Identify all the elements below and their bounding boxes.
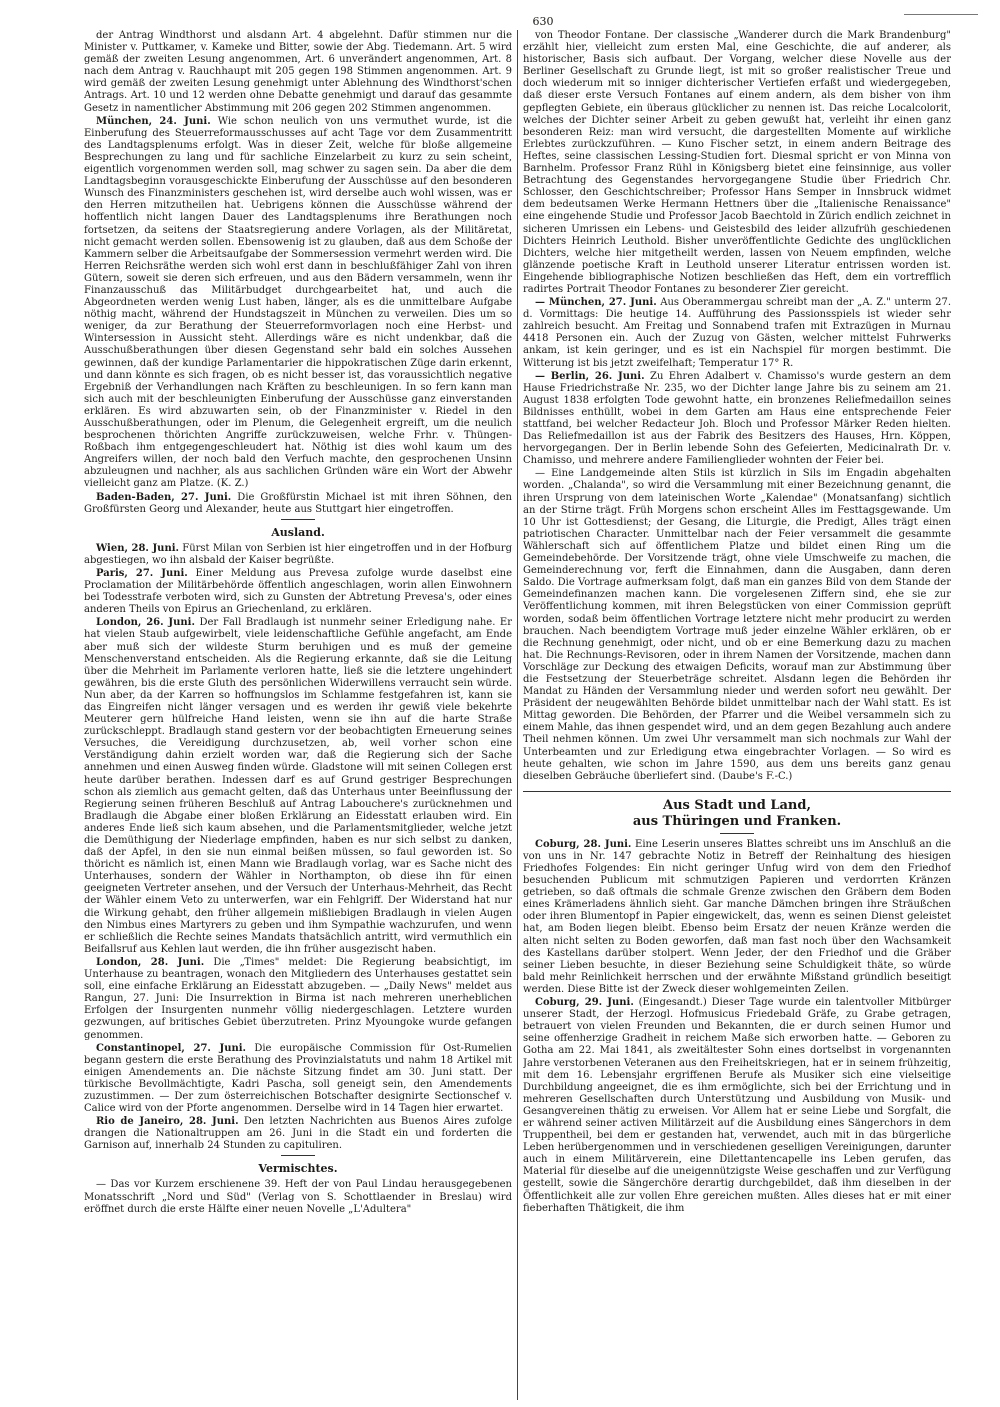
left-main-articles: [84, 30, 512, 516]
article-paragraph: [84, 30, 512, 115]
article-paragraph: [84, 617, 512, 956]
article-text: Eine Leserin unseres Blattes schreibt uns im Anschluß an die von uns in Nr. 147 gebrachte Notiz in Betreff der Reinhaltung des hiesigen Friedhofes Folgendes: Ein nicht geringer Unfug wird von dem den Friedhof besuchenden Publicum mit schmutzigen Papieren und verdorrten Kränzen getrieben, so daß oftmals die schmale Grenze zwischen den Gräbern dem Boden eines Krämerladens ähnlich sieht. Gar manche Dämchen bringen ihre Sträußchen oder ihren Blumentopf in Papier eingewickelt, das, wenn es seinen Dienst geleistet hat, am Boden liegen bleibt. Ebenso beim Ersatz der neuen Kränze werden die alten nicht selten zu Boden geworfen, daß man fast noch über den Wachsamkeit des Kastellans darüber stolpert. Wenn Jeder, der den Friedhof und die Gräber seiner Lieben besuchte, in dieser Beziehung seine Schuldigkeit thäte, so würde bald mehr Reinlichkeit herrschen und der erwähnte Mißstand gründlich beseitigt werden. Diese Bitte ist der Zweck dieser wohlgemeinten Zeilen.: [523, 838, 951, 995]
article-text: Einer Meldung aus Prevesa zufolge wurde daselbst eine Proclamation der Militärbehörde öffentlich angeschlagen, worin allen Einwohnern bei Todesstrafe verboten wird, sich zu Gunsten der Abtretung Prevesa's, oder eines anderen Theils von Epirus an Griechenland, zu erklären.: [84, 567, 512, 616]
corner-rule: [904, 14, 978, 15]
article-text: Wie schon neulich von uns vermuthet wurde, ist die Einberufung des Steuerreformausschusses auf acht Tage vor dem Zusammentritt des Landtagsplenums erfolgt. Was in dieser Zeit, welche für bloße allgemeine Besprechungen zu lang und für sachliche Einzelarbeit zu kurz zu sein scheint, eigentlich vorgenommen werden soll, mag schwer zu sagen sein. Da aber die dem Landtagsbeginn vorausgeschickte Einberufung der Ausschüsse auf den besonderen Wunsch des Finanzministers geschehen ist, wird derselbe auch wohl wissen, was er den Herren mitzutheilen hat. Uebrigens können die Ausschüsse während der hoffentlich nicht langen Dauer des Landtagsplenums ihre Berathungen noch fortsetzen, da seitens der Staatsregierung andere Vorlagen, als der Militäretat, nicht gemacht werden sollen. Ebensowenig ist zu glauben, daß aus dem Schoße der Kammern selber die Arbeitsaufgabe der Sommersession vermehrt werden wird. Die Herren Reichsräthe werden sich wohl erst dann in beschlußfähiger Zahl von ihren Gütern, soweit sie deren sich erfreuen, und aus den Bädern versammeln, wenn ihr Finanzausschuß das Militärbudget durchgearbeitet hat, und auch die Abgeordneten werden wenig Lust haben, länger, als es die unmittelbare Aufgabe nöthig macht, während der Hundstagszeit in München zu verweilen. Dies um so weniger, da zur Berathung der Steuerreformvorlagen noch eine Herbst- und Wintersession in Aussicht steht. Allerdings wäre es nicht undenkbar, daß die Ausschußberathungen über diesen Gegenstand sehr bald ein solches Aussehen gewinnen, daß der kundige Parlamentarier die hippokratischen Züge darin erkennt, und dann könnte es sich fragen, ob es nicht besser ist, das voraussichtlich negative Ergebniß der Verhandlungen nach Kräften zu beschleunigen. In so fern kann man sich auch mit der beschleunigten Einberufung der Ausschüsse ganz einverstanden erklären. Es wird abzuwarten sein, ob der Finanzminister v. Riedel in den Ausschußberathungen, oder im Plenum, die Gelegenheit ergreift, um die neulich besprochenen thörichten Angriffe zurückzuweisen, welche Frhr. v. Thüngen-Roßbach ihm entgegengeschleudert hat. Nöthig ist dies wohl kaum um des Angreifers willen, der noch bald den Verfuch machte, den gesprochenen Unsinn abzuleugnen und nachher, als aus sachlichen Gründen wäre ein Wort der Abwehr vielleicht ganz am Platze. (K. Z.): [84, 115, 512, 490]
ausland-articles: [84, 543, 512, 1153]
article-paragraph: [84, 543, 512, 567]
article-text: von Theodor Fontane. Der classische „Wanderer durch die Mark Brandenburg" erzählt hier, vielleicht zum ersten Mal, eine Geschichte, die auf anderer, als historischer, Basis sich aufbaut. Der Vorgang, welcher diese Novelle aus der Berliner Gesellschaft zu Grunde liegt, ist mit so großer realistischer Treue und doch wiederum mit so inniger dichterischer Vertiefen erfaßt und wiedergegeben, daß dieser erste Versuch Fontanes auf einem andern, als dem bisher von ihm gepflegten Gebiete, ein überaus glücklicher zu nennen ist. Das reiche Localcolorit, welches der Dichter seiner Arbeit zu geben gewußt hat, verleiht ihr einen ganz besonderen Reiz: man wird versucht, die dargestellten Momente auf wirkliche Erlebtes zurückzuführen. — Kuno Fischer setzt, in einem andern Beitrage des Heftes, seine classischen Lessing-Studien fort. Diesmal spricht er von Minna von Barnhelm. Professor Franz Rühl in Königsberg bietet eine feinsinnige, aus voller Betrachtung des Gegenstandes hervorgegangene Studie über Friedrich Chr. Schlosser, den Geschichtschreiber; Professor Hans Semper in Innsbruck widmet dem bedeutsamen Werke Hermann Hettners über die „Italienische Renaissance" eine eingehende Studie und Professor Jacob Baechtold in Zürich endlich zeichnet in sicheren Umrissen ein Lebens- und Geistesbild des leider allzufrüh geschiedenen Dichters Heinrich Leuthold. Bisher unveröffentlichte Gedichte des unglücklichen Dichters, welche hier mitgetheilt werden, lassen von Neuem empfinden, welche glänzende poetische Kraft in Leuthold unserer Literatur entrissen worden ist. Eingehende bibliographische Notizen beschließen das Heft, dem ein vortrefflich radirtes Portrait Theodor Fontanes zu besonderer Zier gereicht.: [523, 30, 951, 295]
article-text: der Antrag Windthorst und alsdann Art. 4 abgelehnt. Dafür stimmen nur die Minister v. Puttkamer, v. Kameke und Bitter, sowie der Abg. Tiedemann. Art. 5 wird gemäß der zweiten Lesung angenommen, Art. 6 unverändert angenommen, Art. 8 nach dem Antrag v. Rauchhaupt mit 205 gegen 198 Stimmen angenommen. Art. 9 wird gemäß der zweiten Lesung genehmigt unter Ablehnung des Windthorst'schen Antrags. Art. 10 und 12 werden ohne Debatte genehmigt und darauf das gesammte Gesetz in namentlicher Abstimmung mit 206 gegen 202 Stimmen angenommen.: [84, 30, 512, 114]
article-paragraph: [84, 1043, 512, 1116]
article-text: Den letzten Nachrichten aus Buenos Aires zufolge drangen die Nationaltruppen am 26. Juni in die Stadt ein und forderten die Garnison auf, innerhalb 24 Stunden zu capituliren.: [84, 1116, 512, 1152]
article-dateline: Coburg, 28. Juni.: [535, 838, 632, 850]
section-divider: [281, 519, 315, 520]
right-column: [523, 30, 951, 1400]
article-text: Aus Oberammergau schreibt man der „A. Z." unterm 27. d. Vormittags: Die heutige 14. Aufführung des Passionsspiels ist wieder sehr zahlreich besucht. Am Freitag und Sonnabend trafen mit Extrazügen in Murnau 4418 Personen ein. Auch der Zuzug von Gästen, welcher mittelst Fuhrwerks ankam, ist kein geringer, und es ist ein Nachspiel für morgen bestimmt. Die Witterung ist bis jetzt zweifelhaft; Temperatur 17° R.: [523, 297, 951, 369]
article-paragraph: [523, 468, 951, 782]
left-column: [84, 30, 512, 1400]
article-paragraph: [84, 492, 512, 516]
article-dateline: Coburg, 29. Juni.: [535, 997, 634, 1009]
article-text: Der Fall Bradlaugh ist nunmehr seiner Erledigung nahe. Er hat vielen Staub aufgewirbelt, viele leidenschaftliche Gefühle angefacht, am Ende aber muß sich der wildeste Sturm beruhigen und es muß der gemeine Menschenverstand entscheiden. Als die Regierung erkannte, daß sie die Leitung über die Mehrheit im Parlamente verloren hatte, ließ sie die letztere ungehindert gewähren, bis die erste Gluth des persönlichen Widerwillens verraucht sein würde. Nun aber, da der Karren so hoffnungslos im Schlamme festgefahren ist, kann sie das Eingreifen nicht länger versagen und es werden ihr gewiß viele bekehrte Meuterer gern hülfreiche Hand leisten, wenn sie ihn auf die harte Straße zurückschleppt. Bradlaugh stand gestern vor der beobachtigten Erneuerung seines Versuches, die Vereidigung durchzusetzen, ab, weil vorher schon eine Verständigung dahin erzielt worden war, daß die Regierung sich der Sache annehmen und einen Ausweg finden würde. Gladstone will mit seinen Collegen erst heute darüber berathen. Indessen darf es auf Grund gestriger Besprechungen schon als ziemlich aus gemacht gelten, daß das Unterhaus unter Beeinflussung der Regierung seinen früheren Beschluß auf Antrag Labouchere's zurücknehmen und Bradlaugh die Abgabe einer bloßen Erklärung an Eidesstatt erlauben wird. Ein anderes Ende ließ sich kaum absehen, und die Parlamentsmitglieder, welche jetzt die Demüthigung der Niederlage empfinden, haben es nur sich selbst zu danken, daß der Apfel, in den sie nun einmal beißen müssen, so faul geworden ist. So thöricht es nämlich ist, einen Mann wie Bradlaugh vorlag, war es Sache nicht des Unterhauses, sondern der Wähler in Northampton, ob diese ihn für einen geeigneten Vertreter ansehen, und der Versuch der Unterhaus-Mehrheit, das Recht der Wähler einem Veto zu unterwerfen, war ein Fehlgriff. Der Widerstand hat nur die Wirkung gehabt, den früher allgemein mißliebigen Bradlaugh in vielen Augen den Nimbus eines Martyrers zu geben und ihm Sympathie wachzurufen, und wenn er schließlich die Rechte seines Mandats thatsächlich antritt, wird vermuthlich ein Beifallsruf aus Kehlen laut werden, die ihn früher ausgezischt haben.: [84, 617, 512, 955]
article-text: (Eingesandt.) Dieser Tage wurde ein talentvoller Mitbürger unserer Stadt, der Herzogl. Hofmusicus Friedebald Gräfe, zu Grabe getragen, betrauert von vielen Freunden und Bekannten, die er durch seinen Humor und seine offenherzige Gradheit in reichem Maße sich erworben hatte. — Geboren zu Gotha am 22. Mai 1841, als zweitältester Sohn eines dortselbst in vorgenannten Jahre verstorbenen Veteranen aus den Freiheitskriegen, hat er in seinem frühzeitig, mit dem 16. Lebensjahr ergriffenen Berufe als Musiker sich eine vielseitige Durchbildung angeeignet, die es ihm ermöglichte, sich bei der Errichtung und in mehreren Gesellschaften durch Unterstützung und Ausbildung von Musik- und Gesangvereinen thätig zu erweisen. Vor Allem hat er seine Liebe und Sorgfalt, die er während seiner activen Militärzeit auf die Ausbildung eines Sängerchors in dem Truppentheil, bei dem er gestanden hat, verwendet, auch mit in das bürgerliche Leben herübergenommen und in verschiedenen geselligen Vereinigungen, darunter auch in einem Militärverein, eine Dilettantencapelle ins Leben gerufen, das Material für dieselbe auf die uneigennützigste Weise geschaffen und zur Verfügung gestellt, sowie die Sängerchöre derartig durchgebildet, daß ihm dieselben in der Öffentlichkeit alle zur vollen Ehre gereichen mußten. Alles dieses hat er mit einer fieberhaften Thätigkeit, die ihm: [523, 997, 951, 1214]
article-paragraph: [84, 1179, 512, 1215]
section-heading-stadt-land: Aus Stadt und Land,: [663, 797, 811, 813]
section-heading-ausland: Ausland.: [271, 525, 325, 539]
article-paragraph: [523, 30, 951, 296]
article-dateline: London, 28. Juni.: [96, 956, 205, 968]
article-text: Die europäische Commission für Ost-Rumelien begann gestern die erste Berathung des Provinzialstatuts und nahm 18 Artikel mit einigen Amendements an. Die nächste Sitzung findet am 30. Juni statt. Der türkische Bevollmächtigte, Kadri Pascha, soll geneigt sein, den Amendements zuzustimmen. — Der zum österreichischen Botschafter designirte Sectionschef v. Calice wird von der Pforte angenommen. Derselbe wird in 14 Tagen hier erwartet.: [84, 1042, 512, 1115]
article-dateline: Wien, 28. Juni.: [96, 542, 180, 554]
article-paragraph: [84, 957, 512, 1042]
article-dateline: — Berlin, 26. Juni.: [535, 370, 645, 382]
section-divider: [281, 1155, 315, 1156]
column-divider: [517, 30, 518, 1400]
article-paragraph: [84, 116, 512, 491]
right-main-articles: [523, 30, 951, 783]
article-paragraph: [84, 568, 512, 616]
section-heading-thueringen-franken: aus Thüringen und Franken.: [632, 813, 842, 829]
article-text: — Das vor Kurzem erschienene 39. Heft der von Paul Lindau herausgegebenen Monatsschrift „Nord und Süd" (Verlag von S. Schottlaender in Breslau) wird eröffnet durch die erste Hälfte einer neuen Novelle „L'Adultera": [84, 1179, 512, 1215]
page-number: 630: [532, 15, 554, 28]
article-paragraph: [523, 997, 951, 1215]
section-divider: [720, 833, 754, 834]
article-text: — Eine Landgemeinde alten Stils ist kürzlich in Sils im Engadin abgehalten worden. „Chalanda", so wird die Versammlung mit einer Bezeichnung genannt, die ihren Ursprung von dem lateinischen Worte „Kalendae" (Monatsanfang) sichtlich an der Stirne trägt. Früh Morgens schon erscheint Alles im Festtagsgewande. Um 10 Uhr ist Gottesdienst; der Gesang, die Liturgie, die Predigt, Alles trägt einen patriotischen Character. Unmittelbar nach der Feier versammelt die gesammte Wählerschaft sich auf öffentlichem Platze und bildet einen Ring um die Gemeindebehörde. Der Vorsitzende trägt, ohne viele Umschweife zu machen, die Gemeinderechnung vor, ferft die Einnahmen, dann die Ausgaben, dann deren Saldo. Die Vortrage aufmerksam folgt, daß man ein ganzes Bild von dem Stande der Gemeindefinanzen machen kann. Die vorgelesenen Ziffern sind, ehe sie zur Veröffentlichung kommen, mit ihren Belegstücken von einer Commission geprüft worden, sodaß beim öffentlichen Vortrage letztere nicht mehr producirt zu werden brauchen. Nach beendigtem Vortrage muß jeder einzelne Wähler erklären, ob er die Rechnung genehmigt, oder nicht, und ob er eine Bemerkung dazu zu machen hat. Die Rechnungs-Revisoren, oder in ihrem Namen der Vorsitzende, machen dann Vorschläge zur Deckung des etwaigen Deficits, worauf man zur Abstimmung über die Festsetzung der Steuerbeträge schreitet. Alsdann legen die Behörden ihr Mandat zu Händen der Versammlung nieder und werden sofort neu gewählt. Der Präsident der neugewählten Behörde bildet unmittelbar nach der Wahl statt. Es ist Mittag geworden. Die Behörden, der Pfarrer und die Weibel versammeln sich zu einem Mahle, das ihnen gespendet wird, und an dem gegen Bezahlung auch andere Theil nehmen können. Um zwei Uhr versammelt man sich nochmals zur Wahl der Unterbeamten und zur Erledigung etwa eingebrachter Vorlagen. — So wird es heute gehalten, wie schon im Jahre 1590, aus dem uns bereits ganz genau dieselben Gebräuche überliefert sind. (Daube's F.-C.): [523, 468, 951, 782]
article-paragraph: [523, 839, 951, 996]
columns: [84, 30, 962, 1400]
section-divider: [523, 791, 951, 792]
article-paragraph: [84, 1116, 512, 1152]
article-dateline: Baden-Baden, 27. Juni.: [96, 491, 232, 503]
article-dateline: Rio de Janeiro, 28. Juni.: [96, 1116, 239, 1128]
article-paragraph: [523, 297, 951, 370]
article-dateline: — München, 27. Juni.: [535, 297, 657, 309]
article-text: Die Großfürstin Michael ist mit ihren Söhnen, den Großfürsten Georg und Alexander, heute aus Stuttgart hier eingetroffen.: [84, 491, 512, 515]
article-text: Die „Times" meldet: Die Regierung beabsichtigt, im Unterhause zu beantragen, wonach den Mitgliedern des Unterhauses gestattet sein soll, eine einfache Erklärung an Eidesstatt abzugeben. — „Daily News" meldet aus Rangun, 27. Juni: Die Insurrektion in Birma ist nach mehreren unerheblichen Erfolgen der Insurgenten nunmehr völlig niedergeschlagen. Letztere wurden gezwungen, auf britisches Gebiet überzutreten. Prinz Myoungoke wurde gefangen genommen.: [84, 956, 512, 1041]
article-text: Zu Ehren Adalbert v. Chamisso's wurde gestern an dem Hause Friedrichstraße Nr. 235, wo der Dichter lange Jahre bis zu seinem am 21. August 1838 erfolgten Tode gewohnt hatte, ein bronzenes Reliefmedaillon seines Bildnisses enthüllt, wobei in dem Garten am Haus eine entsprechende Feier stattfand, bei welcher Redacteur Joh. Bloch und Professor Märker Reden hielten. Das Reliefmedaillon ist aus der Fabrik des Besitzers des Hauses, Hrn. Köppen, hervorgegangen. Der in Berlin lebende Sohn des Gefeierten, Medicinalrath Dr. v. Chamisso, und mehrere andere Familienglieder wohnten der Feier bei.: [523, 370, 951, 467]
article-text: Fürst Milan von Serbien ist hier eingetroffen und in der Hofburg abgestiegen, wo ihn alsbald der Kaiser begrüßte.: [84, 542, 512, 566]
article-dateline: München, 24. Juni.: [96, 115, 211, 127]
article-dateline: Paris, 27. Juni.: [96, 567, 188, 579]
article-dateline: Constantinopel, 27. Juni.: [96, 1042, 247, 1054]
article-dateline: London, 26. Juni.: [96, 617, 195, 629]
article-paragraph: [523, 371, 951, 468]
vermischtes-articles: [84, 1179, 512, 1215]
stadt-land-articles: [523, 839, 951, 1215]
section-heading-vermischtes: Vermischtes.: [258, 1162, 338, 1176]
